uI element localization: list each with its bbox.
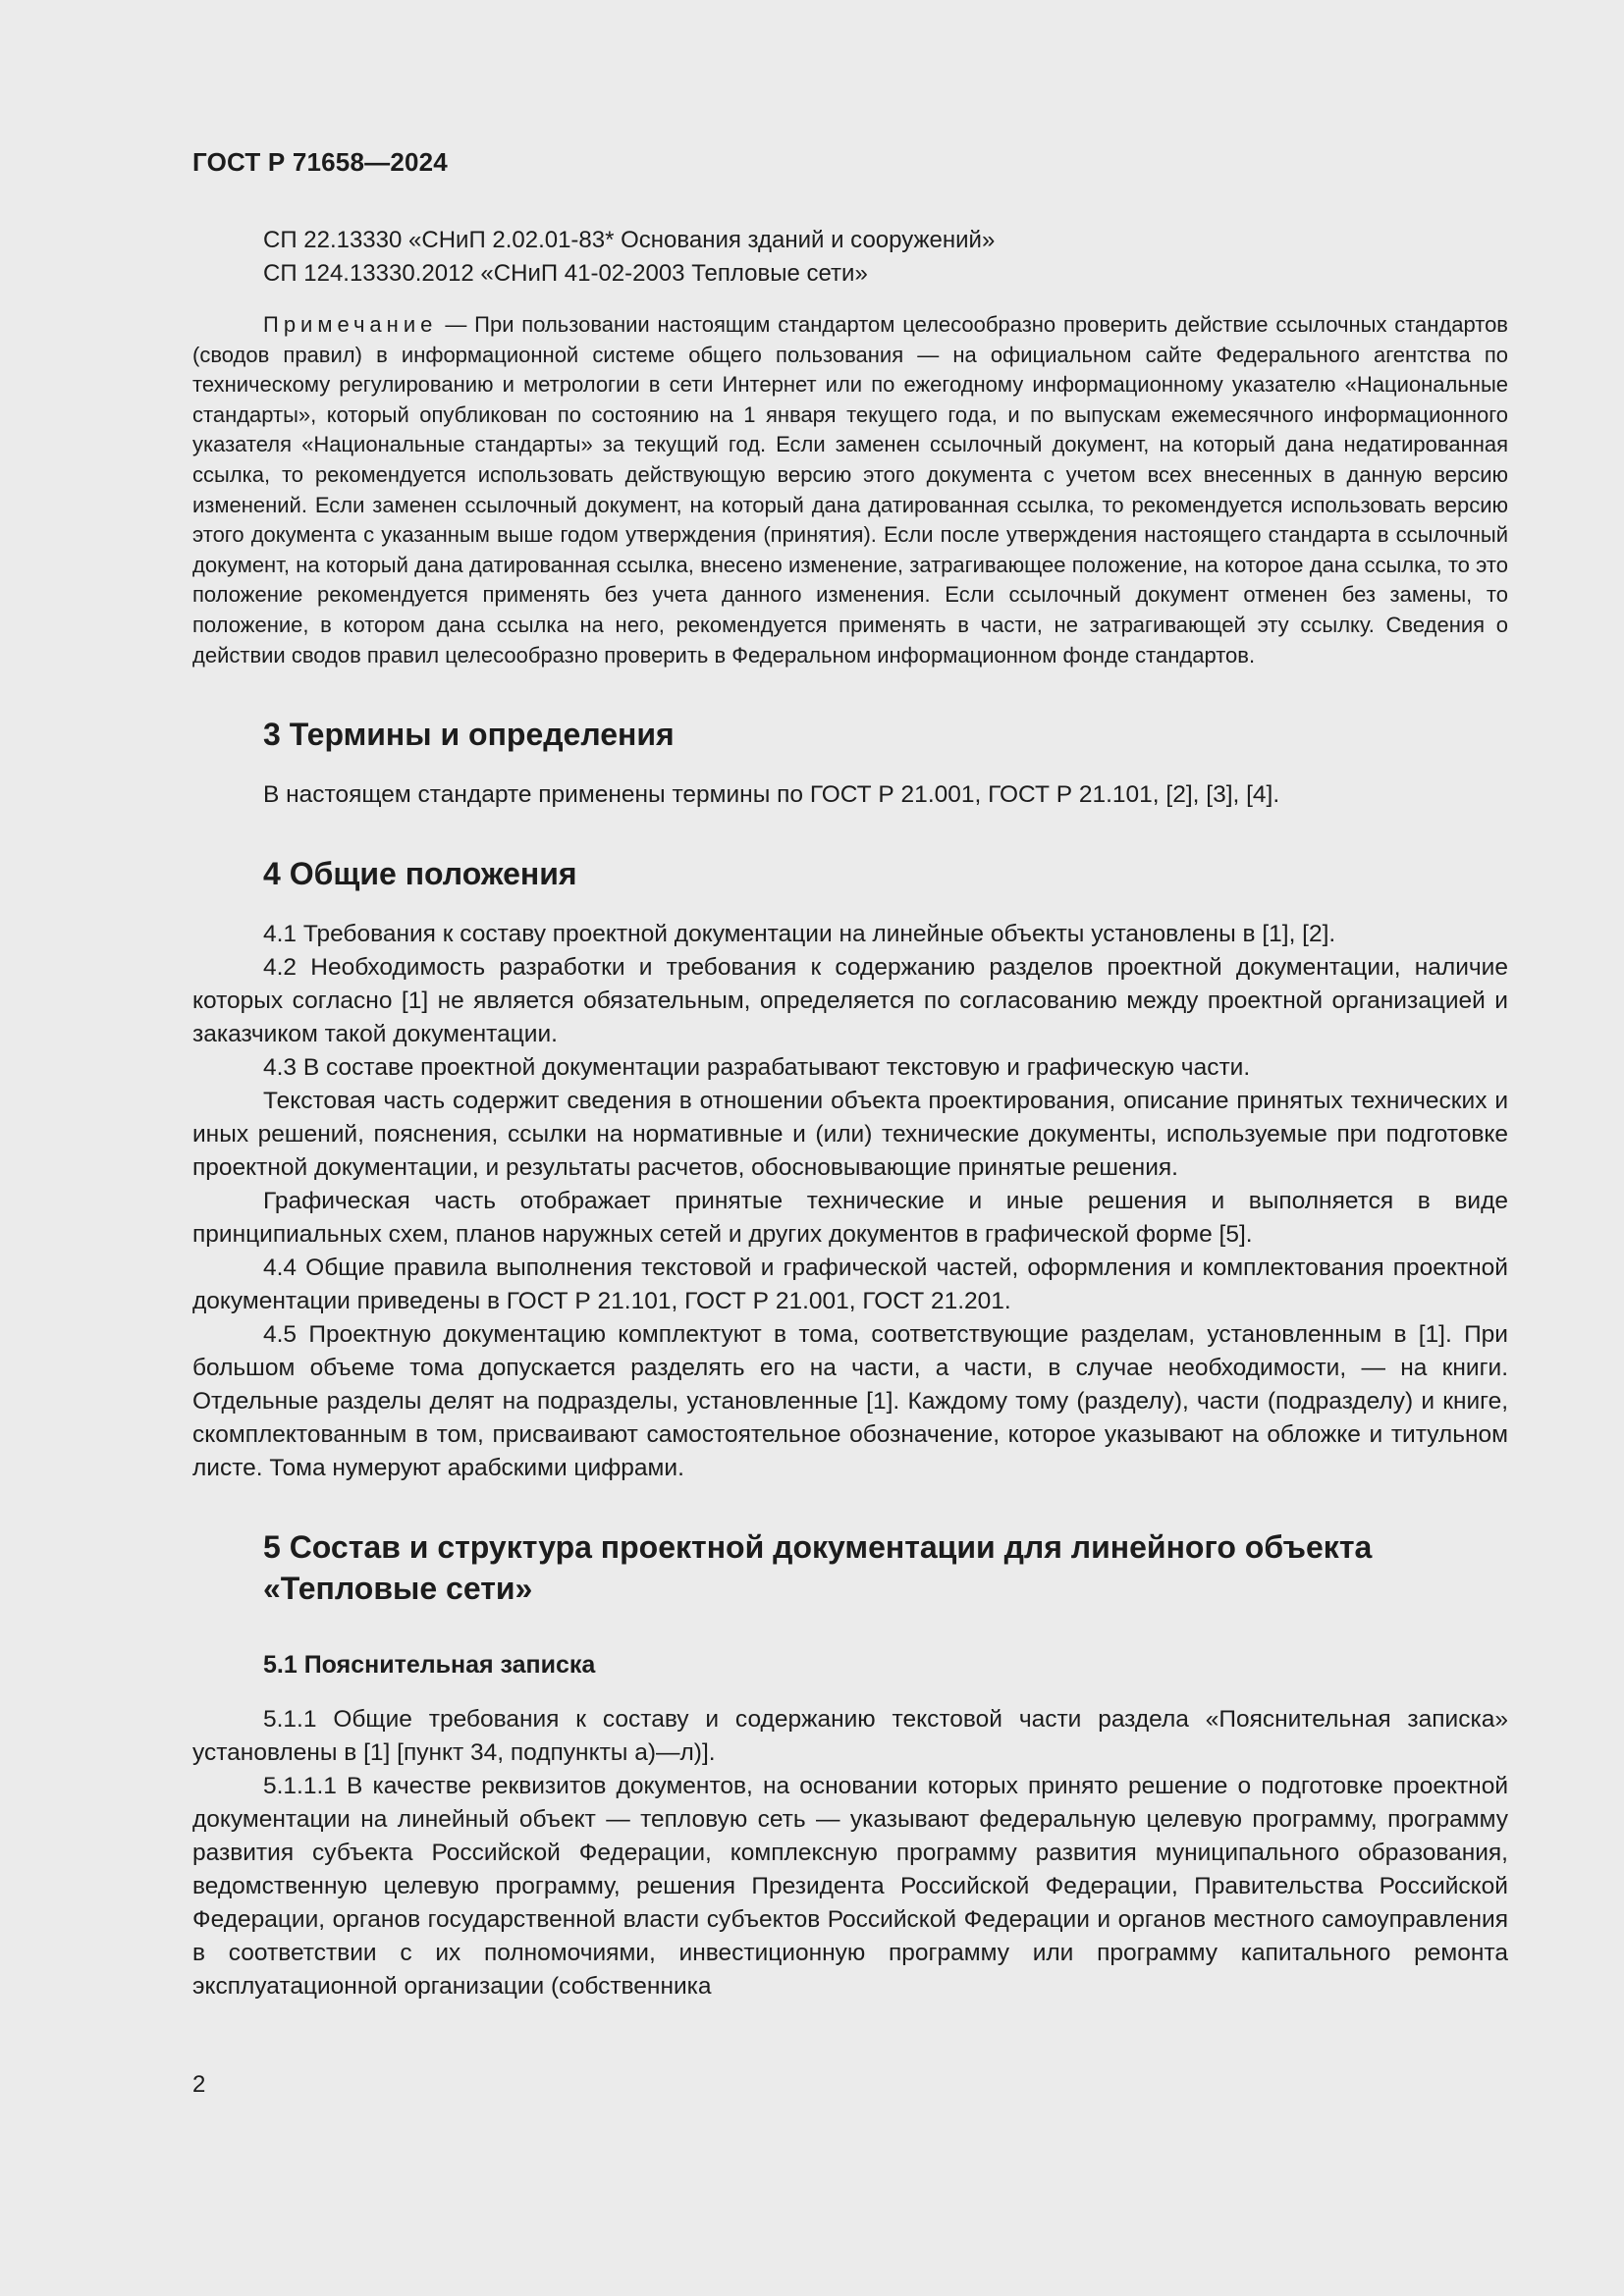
subsection-5-1-heading: 5.1 Пояснительная записка [263,1651,596,1680]
note-text: — При пользовании настоящим стандартом целесообразно проверить действие ссылочных стандартов (сводов правил) в информационной системе общего пользования — на официальном сайте Федерального агентства по техническому регулированию и метрологии в сети Интернет или по ежегодному информационному указателю «Национальные стандарты», который опубликован по состоянию на 1 января текущего года, и по выпускам ежемесячного информационного указателя «Национальные стандарты» за текущий год. Если заменен ссылочный документ, на который дана недатированная ссылка, то рекомендуется использовать действующую версию этого документа с учетом всех внесенных в данную версию изменений. Если заменен ссылочный документ, на который дана датированная ссылка, то рекомендуется использовать версию этого документа с указанным выше годом утверждения (принятия). Если после утверждения настоящего стандарта в ссылочный документ, на который дана датированная ссылка, внесено изменение, затрагивающее положение, на которое дана ссылка, то это положение рекомендуется применять без учета данного изменения. Если ссылочный документ отменен без замены, то положение, в котором дана ссылка на него, рекомендуется применять в части, не затрагивающей эту ссылку. Сведения о действии сводов правил целесообразно проверить в Федеральном информационном фонде стандартов. [192,312,1508,667]
section-5-paragraph: 5.1.1 Общие требования к составу и содержанию текстовой части раздела «Пояснительная записка» установлены в [1] [пункт 34, подпункты а)—л)]. [192,1706,1508,1767]
section-3-heading: 3 Термины и определения [263,717,675,753]
section-4-heading: 4 Общие положения [263,856,577,892]
note-paragraph [192,310,1508,670]
reference-item: СП 22.13330 «СНиП 2.02.01-83* Основания зданий и сооружений» [263,227,996,253]
section-3-text: В настоящем стандарте применены термины по ГОСТ Р 21.001, ГОСТ Р 21.101, [2], [3], [4]. [263,781,1280,809]
note-label: Примечание [263,312,438,337]
section-4-paragraph: 4.5 Проектную документацию комплектуют в тома, соответствующие разделам, установленным в [1]. При большом объеме тома допускается разделять его на части, а части, в случае необходимости, — на книги. Отдельные разделы делят на подразделы, установленные [1]. Каждому тому (разделу), части (подразделу) и книге, скомплектованным в том, присваивают самостоятельное обозначение, которое указывают на обложке и титульном листе. Тома нумеруют арабскими цифрами. [192,1321,1508,1482]
document-id: ГОСТ Р 71658—2024 [192,147,448,177]
section-4-paragraph: 4.1 Требования к составу проектной документации на линейные объекты установлены в [1], [2]. [263,921,1336,948]
section-4-paragraph: Графическая часть отображает принятые технические и иные решения и выполняется в виде принципиальных схем, планов наружных сетей и других документов в графической форме [5]. [192,1188,1508,1249]
page-content [192,224,1508,2003]
section-4-paragraph: 4.4 Общие правила выполнения текстовой и графической частей, оформления и комплектования проектной документации приведены в ГОСТ Р 21.101, ГОСТ Р 21.001, ГОСТ 21.201. [192,1255,1508,1315]
section-4-paragraph: 4.2 Необходимость разработки и требования к содержанию разделов проектной документации, наличие которых согласно [1] не является обязательным, определяется по согласованию между проектной организацией и заказчиком такой документации. [192,954,1508,1048]
page-number: 2 [192,2071,206,2098]
section-5-heading: 5 Состав и структура проектной документации для линейного объекта «Тепловые сети» [263,1529,1373,1607]
section-4-paragraph: Текстовая часть содержит сведения в отношении объекта проектирования, описание принятых технических и иных решений, пояснения, ссылки на нормативные и (или) технические документы, используемые при подготовке проектной документации, и результаты расчетов, обосновывающие принятые решения. [192,1088,1508,1182]
reference-item: СП 124.13330.2012 «СНиП 41-02-2003 Тепловые сети» [263,260,868,287]
section-4-paragraph: 4.3 В составе проектной документации разрабатывают текстовую и графическую части. [263,1054,1251,1082]
section-5-paragraph: 5.1.1.1 В качестве реквизитов документов, на основании которых принято решение о подготовке проектной документации на линейный объект — тепловую сеть — указывают федеральную целевую программу, программу развития субъекта Российской Федерации, комплексную программу развития муниципального образования, ведомственную целевую программу, решения Президента Российской Федерации, Правительства Российской Федерации, органов государственной власти субъектов Российской Федерации и органов местного самоуправления в соответствии с их полномочиями, инвестиционную программу или программу капитального ремонта эксплуатационной организации (собственника [192,1773,1508,2001]
